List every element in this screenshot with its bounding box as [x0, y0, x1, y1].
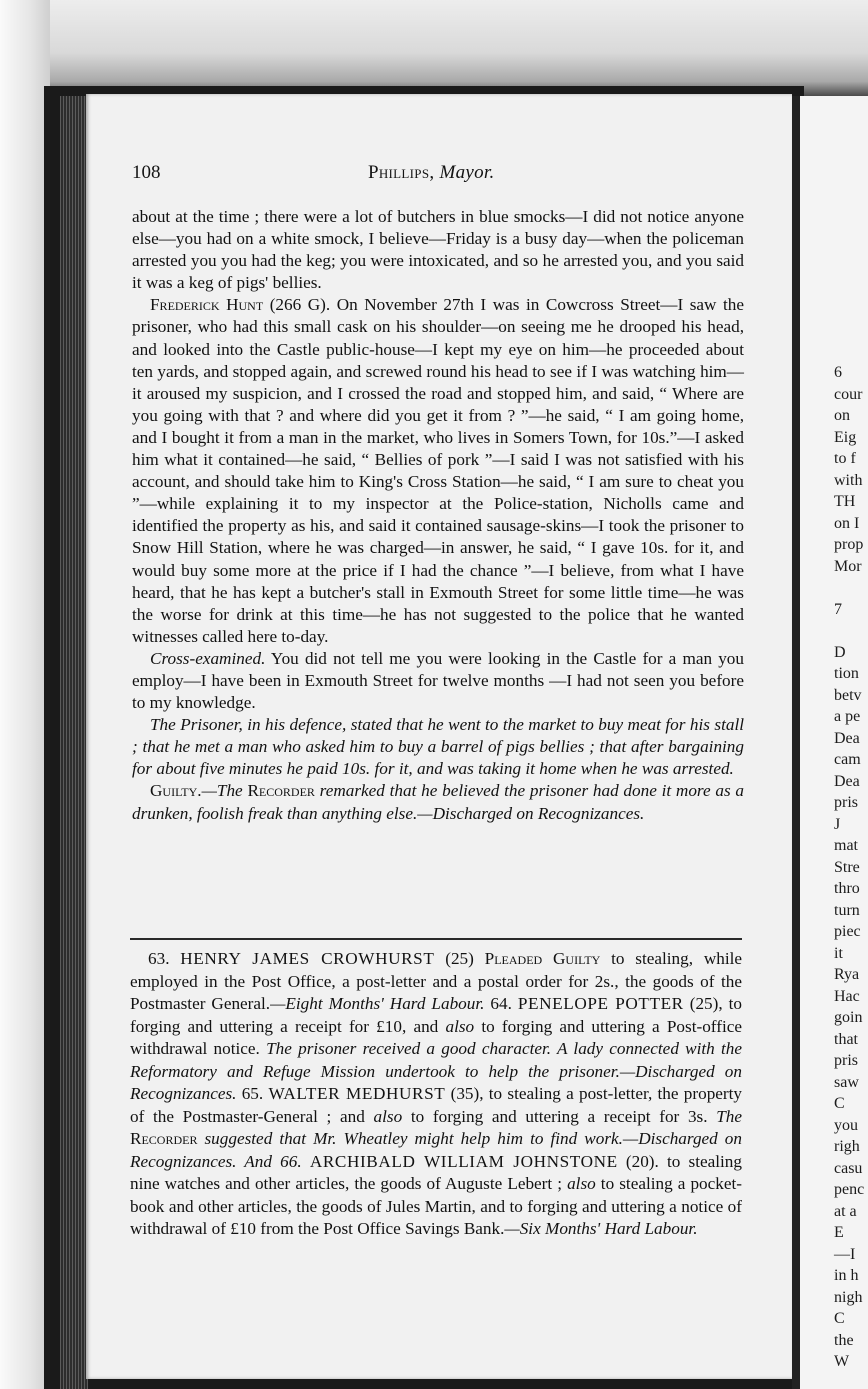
charge: to stealing a pocket-book and other articles, the goods of Jules Martin, and to forging and uttering a notice of withdrawal of £10 from the Post Office Savings Bank.	[130, 1174, 742, 1238]
page-number: 108	[132, 162, 161, 183]
charge: (25), to forging and uttering a receipt for £10, and	[130, 994, 743, 1036]
case-number: 65.	[236, 1084, 269, 1103]
section-divider	[130, 938, 742, 940]
outcome: suggested that Mr. Wheatley might help him to find work.—Discharged on Recognizances.	[130, 1129, 742, 1171]
scan-background-left	[0, 0, 50, 1389]
charge: to forging and uttering a receipt for 3s.	[402, 1106, 717, 1126]
sentence: —Six Months' Hard Labour.	[504, 1219, 698, 1238]
facing-page-fragment: J	[834, 815, 841, 833]
charge: to stealing, while employed in the Post Office, a post-letter and a postal order for 2s., the goods of the Postmaster General.	[130, 949, 743, 1013]
running-head-name: Phillips	[368, 162, 430, 183]
verdict: Guilty.	[150, 781, 202, 801]
scan-background-top	[0, 0, 868, 96]
charge: to forging and uttering a Post-office withdrawal notice.	[130, 1016, 742, 1058]
book-gutter	[792, 96, 800, 1389]
cases-paragraph	[130, 948, 742, 1241]
facing-page-fragment: Eig	[834, 428, 857, 446]
cross-examined-label: Cross-examined.	[150, 648, 266, 668]
facing-page-fragment	[834, 620, 864, 642]
case-number: 64.	[484, 994, 518, 1013]
facing-page-fragment: prop	[834, 536, 864, 553]
facing-page-fragment: with	[834, 471, 863, 489]
facing-page-fragment: —I	[834, 1245, 856, 1263]
witness-name: Frederick Hunt	[150, 295, 264, 315]
dash-the: —The	[201, 781, 248, 801]
defendant-name: ARCHIBALD WILLIAM JOHNSTONE	[309, 1151, 618, 1171]
facing-page-fragment: saw	[834, 1073, 859, 1091]
facing-page-fragment: Rya	[834, 966, 860, 983]
recorder: Recorder	[130, 1129, 198, 1148]
running-head-title: Mayor.	[439, 162, 495, 183]
page-edges	[60, 96, 88, 1389]
plea: Pleaded Guilty	[484, 949, 601, 968]
also-word: also	[445, 1016, 475, 1036]
facing-page-fragment: pris	[834, 1052, 858, 1069]
facing-page-fragment: a pe	[834, 708, 861, 725]
facing-page-fragment: D	[834, 643, 846, 661]
facing-page-fragment: on I	[834, 514, 860, 532]
facing-page-fragment: betv	[834, 686, 862, 704]
facing-page-fragment: cour	[834, 385, 863, 403]
page-header	[132, 162, 742, 190]
facing-page-fragment: E	[834, 1224, 844, 1241]
facing-page-fragment: righ	[834, 1138, 860, 1155]
facing-page-fragment: goin	[834, 1009, 863, 1026]
facing-page	[800, 96, 868, 1389]
facing-page-fragment: 7	[834, 600, 842, 618]
facing-page-fragment: Mor	[834, 557, 862, 575]
running-head	[368, 162, 495, 184]
facing-page-fragment: pris	[834, 794, 858, 811]
facing-page-fragment: turn	[834, 901, 860, 919]
age: (25)	[434, 949, 485, 968]
recorder: Recorder	[247, 781, 315, 801]
facing-page-fragment: Dea	[834, 729, 860, 747]
paragraph: The Prisoner, in his defence, stated that he went to the market to buy meat for his stall ; that he met a man who asked him to buy a barrel of pigs bellies ; that after bargaining for about five minutes he paid 10s. for it, and was taking it home when he was arrested.	[132, 715, 744, 779]
facing-page-fragment: C	[834, 1310, 845, 1327]
charge: (35), to stealing a post-letter, the property of the Postmaster-General ; and	[130, 1084, 743, 1126]
facing-page-fragment: to f	[834, 450, 856, 467]
paragraph: about at the time ; there were a lot of butchers in blue smocks—I did not notice anyone else—you had on a white smock, I believe—Friday is a busy day—when the policeman arrested you you had the keg; you were intoxicated, and so he arrested you, and you said it was a keg of pigs' bellies.	[132, 207, 744, 293]
facing-page-fragment: mat	[834, 837, 858, 854]
verdict-paragraph	[132, 780, 744, 824]
cases-block	[130, 948, 742, 1241]
case-number: And 66.	[236, 1151, 310, 1171]
facing-page-fragment: at a	[834, 1202, 857, 1220]
charge: (20). to stealing nine watches and other articles, the goods of Auguste Lebert ;	[130, 1151, 742, 1193]
facing-page-fragment: on	[834, 407, 850, 424]
facing-page-fragment	[834, 577, 864, 599]
facing-page-fragment: piec	[834, 923, 861, 940]
defendant-name: HENRY JAMES CROWHURST	[180, 949, 435, 968]
facing-page-fragment: penc	[834, 1181, 865, 1198]
facing-page-fragment: casu	[834, 1159, 863, 1177]
facing-page-fragment: in h	[834, 1267, 859, 1284]
facing-page-fragment: W	[834, 1353, 850, 1370]
outcome-the: The	[716, 1106, 743, 1126]
facing-page-fragment: it	[834, 944, 843, 962]
testimony-text	[132, 206, 744, 825]
facing-page-fragment: nigh	[834, 1288, 863, 1306]
paragraph-text: You did not tell me you were looking in the Castle for a man you employ—I have been in Exmouth Street for twelve months —I had not seen you before to my knowledge.	[132, 648, 744, 713]
facing-page-fragment: you	[834, 1116, 858, 1134]
also-word: also	[567, 1174, 596, 1193]
running-head-separator: ,	[429, 162, 440, 183]
facing-page-fragment: Dea	[834, 772, 860, 790]
sentence: —Eight Months' Hard Labour.	[270, 994, 485, 1013]
paragraph	[132, 294, 744, 648]
facing-page-fragment: that	[834, 1030, 858, 1048]
facing-page-text	[834, 362, 864, 1373]
facing-page-fragment: TH	[834, 493, 856, 510]
also-word: also	[373, 1106, 403, 1126]
case-number: 63.	[148, 949, 181, 968]
facing-page-fragment: tion	[834, 665, 859, 682]
paragraph	[132, 648, 744, 714]
defendant-name: WALTER MEDHURST	[268, 1084, 446, 1103]
verdict-text: remarked that he believed the prisoner had done it more as a drunken, foolish freak than anything else.—Discharged on Recognizances.	[132, 781, 744, 823]
defendant-name: PENELOPE POTTER	[517, 994, 684, 1013]
facing-page-fragment: C	[834, 1095, 845, 1112]
facing-page-fragment: Stre	[834, 858, 860, 876]
outcome: The prisoner received a good character. A lady connected with the Reformatory and Refuge Mission undertook to help the prisoner.—Discharged on Recognizances.	[130, 1039, 742, 1103]
facing-page-fragment: 6	[834, 364, 842, 381]
facing-page-fragment: thro	[834, 880, 860, 897]
facing-page-fragment: the	[834, 1331, 854, 1349]
facing-page-fragment: Hac	[834, 987, 860, 1005]
facing-page-fragment: cam	[834, 751, 861, 768]
paragraph-text: (266 G). On November 27th I was in Cowcross Street—I saw the prisoner, who had this small cask on his shoulder—on seeing me he drooped his head, and looked into the Castle public-house—I kept my eye on him—he proceeded about ten yards, and stopped again, and screwed round his head to see if I was watching him—it aroused my suspicion, and I crossed the road and stopped him, and said, “ Where are you going with that ? and where did you get it from ? ”—he said, “ I am going home, and I bought it from a man in the market, who lives in Somers Town, for 10s.”—I asked him what it contained—he said, “ Bellies of pork ”—I said I was not satisfied with his account, and should take him to King's Cross Station—he said, “ I am sure to cheat you ”—while explaining it to my inspector at the Police-station, Nicholls came and identified the property as his, and said it contained sausage-skins—I took the prisoner to Snow Hill Station, where he was charged—in answer, he said, “ I gave 10s. for it, and would buy some more at the price if I had the chance ”—I believe, from what I have heard, that he has kept a butcher's stall in Exmouth Street for some little time—he was the worse for drink at this time—he has not suggested to the police that he wanted witnesses called here to-day.	[132, 295, 744, 646]
